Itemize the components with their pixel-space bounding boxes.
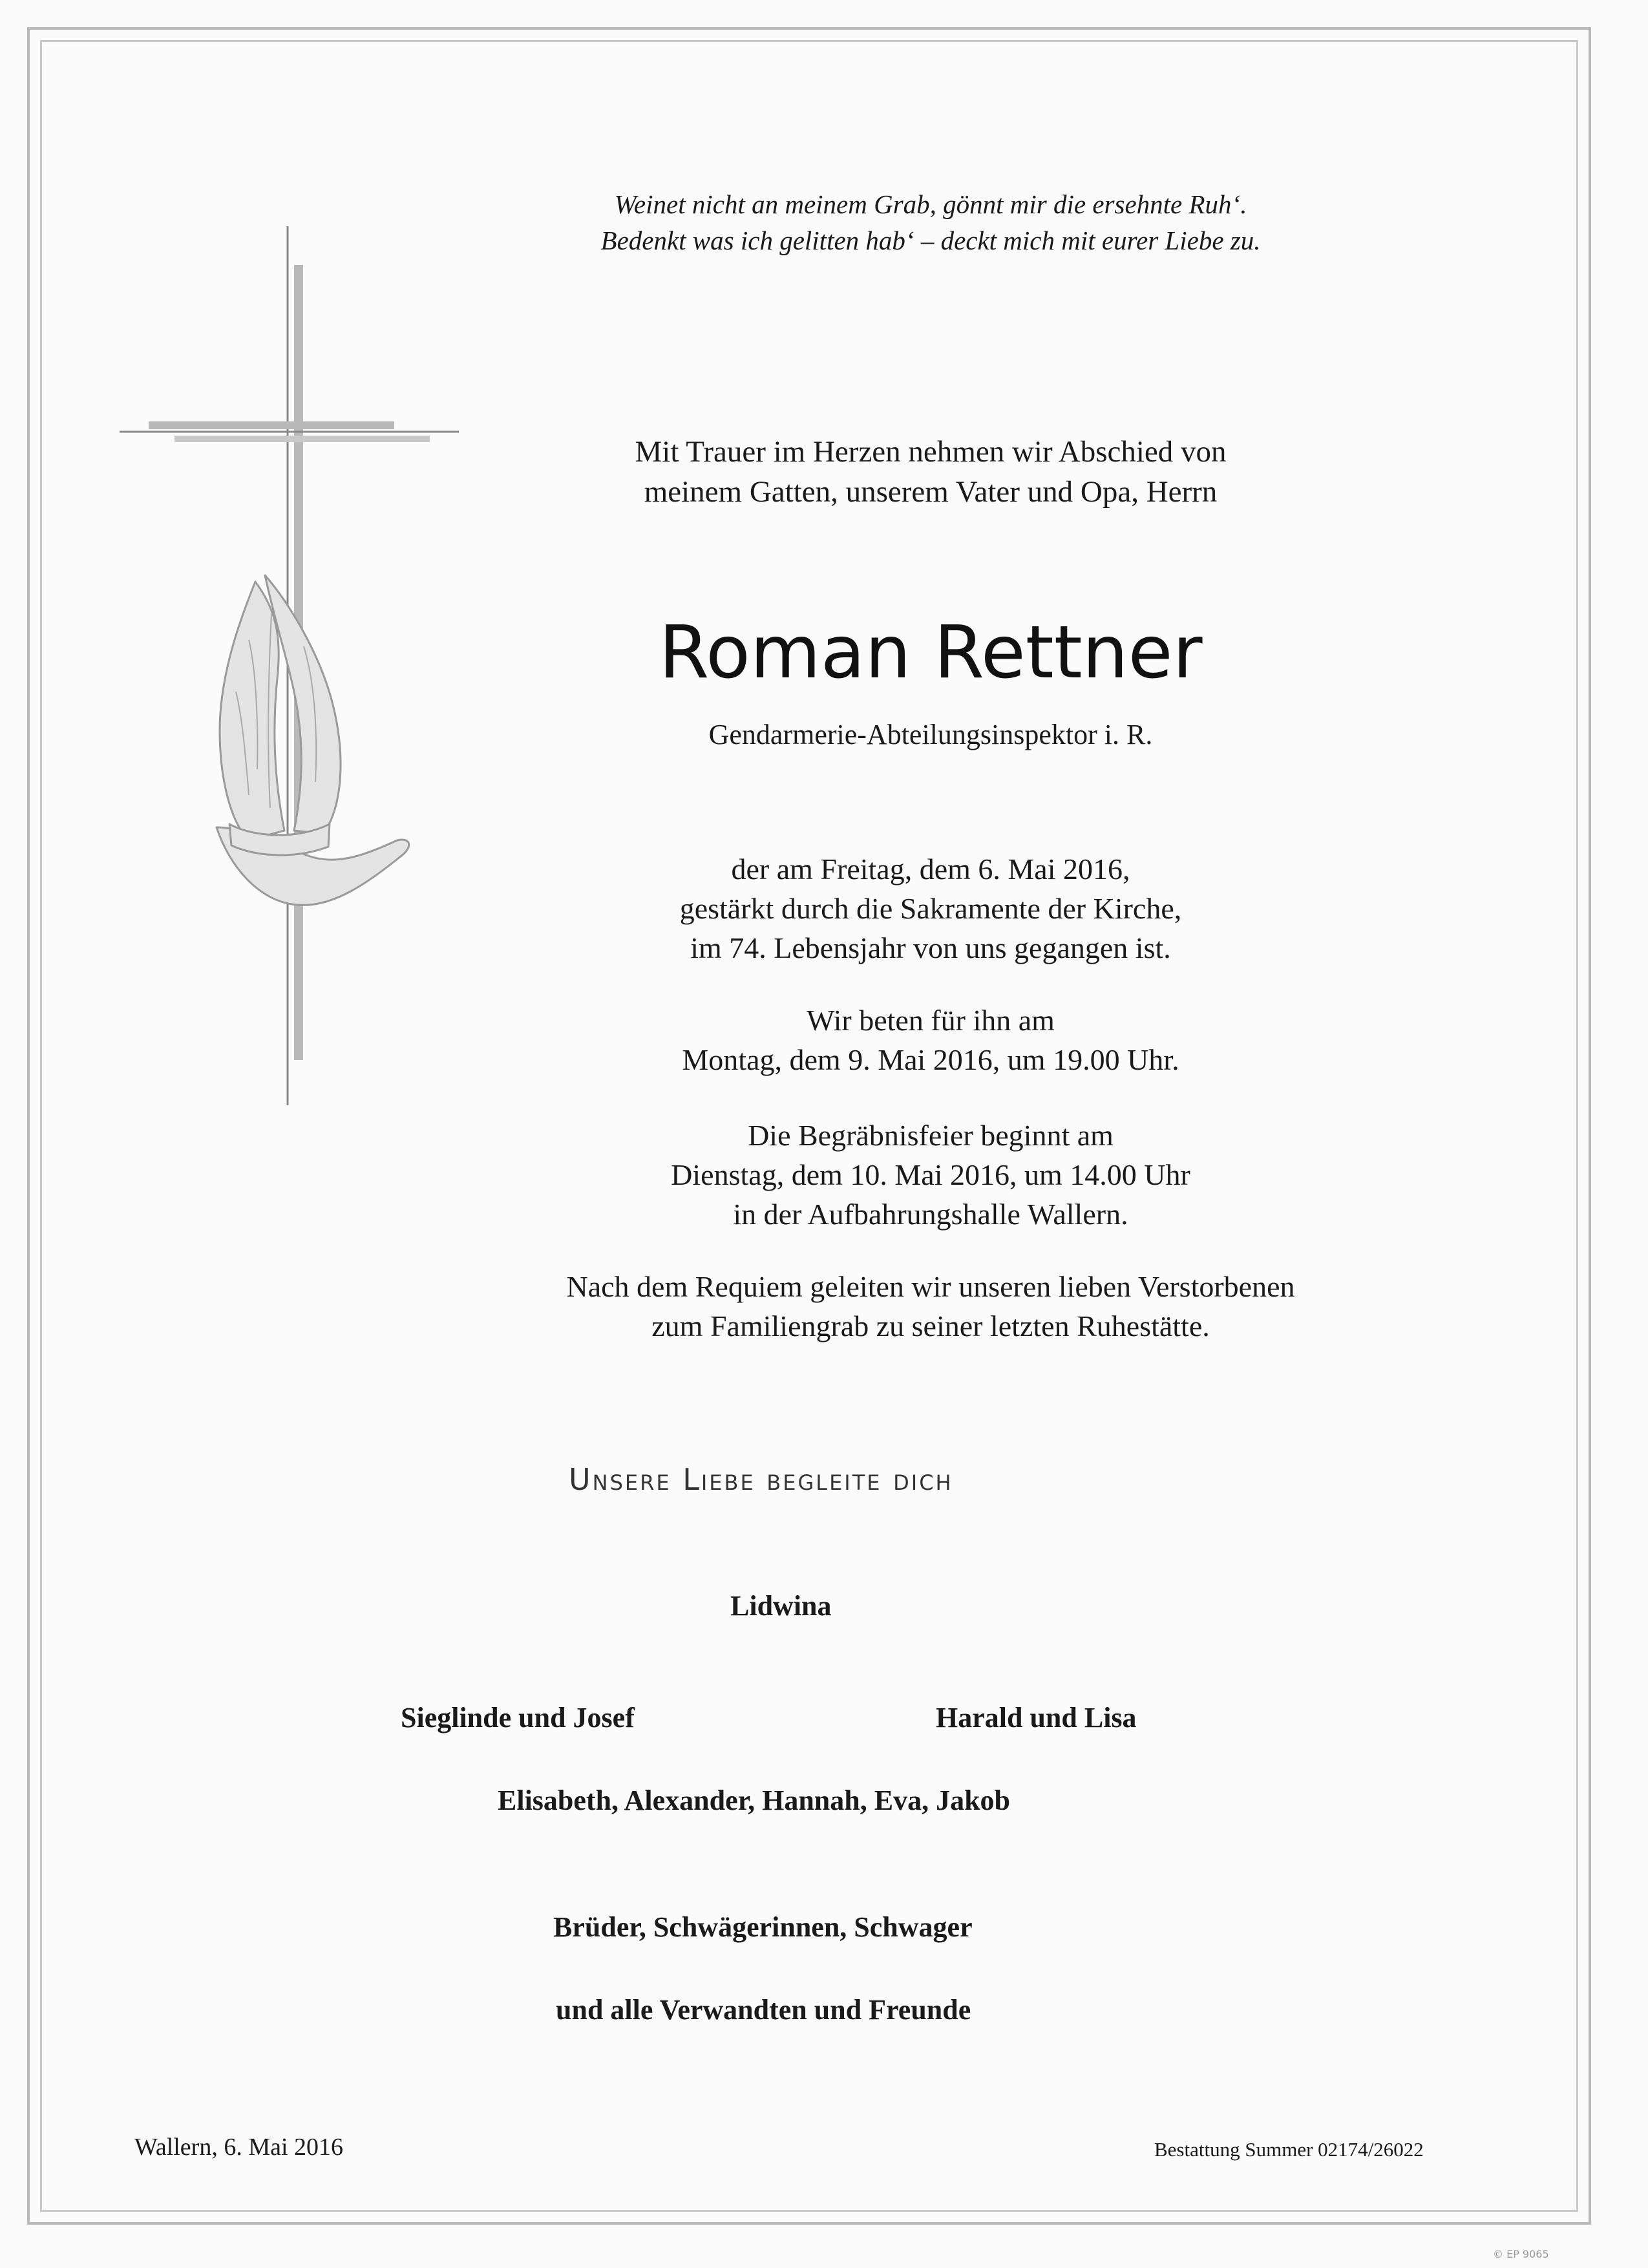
intro-line-1: Mit Trauer im Herzen nehmen wir Abschied von [635, 435, 1227, 469]
mourner-spouse: Lidwina [730, 1590, 832, 1622]
verse-line-2: Bedenkt was ich gelitten hab‘ – deckt mich mit eurer Liebe zu. [600, 226, 1261, 255]
funeral-line-3: in der Aufbahrungshalle Wallern. [733, 1198, 1128, 1231]
mourner-child-1: Sieglinde und Josef [401, 1702, 635, 1733]
mourner-siblings: Brüder, Schwägerinnen, Schwager [553, 1911, 973, 1943]
prayer-notice [517, 1001, 1344, 1079]
closing-heading: Unsere Liebe begleite dich [569, 1462, 953, 1497]
copyright-note: © EP 9065 [1493, 2248, 1549, 2260]
burial-line-2: zum Familiengrab zu seiner letzten Ruhestätte. [651, 1309, 1210, 1342]
prayer-line-2: Montag, dem 9. Mai 2016, um 19.00 Uhr. [682, 1043, 1179, 1076]
death-notice [517, 849, 1344, 968]
verse-line-1: Weinet nicht an meinem Grab, gönnt mir die ersehnte Ruh‘. [614, 189, 1247, 219]
funeral-notice [517, 1116, 1344, 1234]
intro-text [517, 432, 1344, 512]
mourner-grandchildren: Elisabeth, Alexander, Hannah, Eva, Jakob [498, 1785, 1011, 1816]
memorial-verse [517, 186, 1344, 259]
burial-line-1: Nach dem Requiem geleiten wir unseren lieben Verstorbenen [566, 1270, 1295, 1303]
footer-undertaker: Bestattung Summer 02174/26022 [1154, 2138, 1424, 2161]
cross-with-praying-hands-icon [110, 226, 472, 1118]
prayer-line-1: Wir beten für ihn am [807, 1004, 1055, 1037]
death-notice-line-3: im 74. Lebensjahr von uns gegangen ist. [690, 931, 1171, 964]
burial-notice [517, 1267, 1344, 1346]
deceased-name: Roman Rettner [659, 611, 1203, 695]
funeral-line-1: Die Begräbnisfeier beginnt am [748, 1119, 1114, 1152]
footer-place-date: Wallern, 6. Mai 2016 [134, 2134, 344, 2161]
intro-line-2: meinem Gatten, unserem Vater und Opa, Herrn [644, 475, 1218, 509]
funeral-line-2: Dienstag, dem 10. Mai 2016, um 14.00 Uhr [671, 1158, 1190, 1191]
mourner-others: und alle Verwandten und Freunde [556, 1994, 971, 2026]
mourner-child-2: Harald und Lisa [936, 1702, 1137, 1733]
death-notice-line-1: der am Freitag, dem 6. Mai 2016, [731, 853, 1130, 885]
deceased-title: Gendarmerie-Abteilungsinspektor i. R. [708, 719, 1153, 750]
death-notice-line-2: gestärkt durch die Sakramente der Kirche, [679, 892, 1182, 925]
